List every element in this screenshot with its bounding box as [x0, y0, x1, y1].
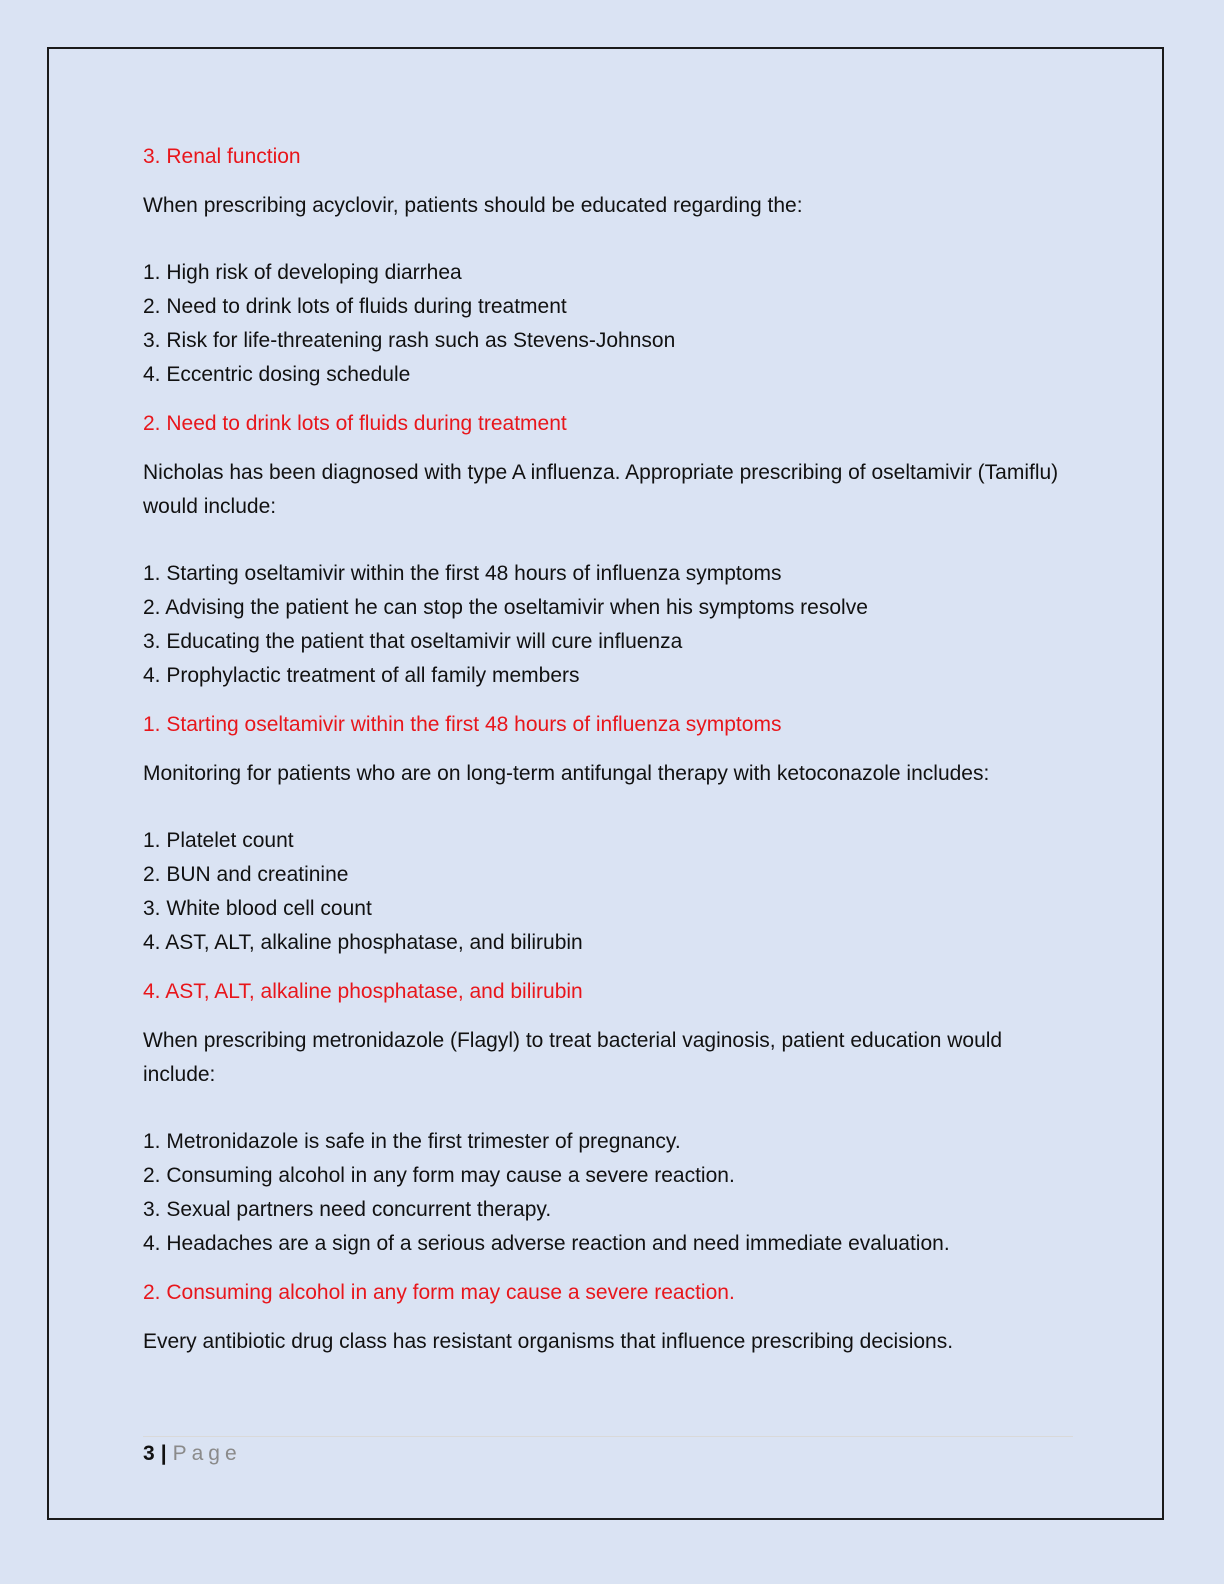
correct-answer: 2. Consuming alcohol in any form may cause a severe reaction. [143, 1281, 735, 1304]
option-item: 1. Starting oseltamivir within the first 48 hours of influenza symptoms [143, 562, 782, 585]
statement-text: Every antibiotic drug class has resistant organisms that influence prescribing decisions. [143, 1330, 954, 1353]
correct-answer: 3. Renal function [143, 145, 301, 168]
option-item: 1. Platelet count [143, 829, 294, 852]
option-item: 4. Headaches are a sign of a serious adverse reaction and need immediate evaluation. [143, 1232, 950, 1255]
answer-options [143, 1125, 1073, 1261]
option-item: 2. Consuming alcohol in any form may cause a severe reaction. [143, 1164, 735, 1187]
page-number: 3 [143, 1442, 155, 1465]
option-item: 1. Metronidazole is safe in the first trimester of pregnancy. [143, 1130, 681, 1153]
question-text: Nicholas has been diagnosed with type A influenza. Appropriate prescribing of oseltamivir (Tamiflu) would include: [143, 461, 1059, 518]
option-item: 4. AST, ALT, alkaline phosphatase, and bilirubin [143, 931, 583, 954]
option-item: 2. BUN and creatinine [143, 863, 349, 886]
correct-answer: 4. AST, ALT, alkaline phosphatase, and bilirubin [143, 980, 583, 1003]
correct-answer: 2. Need to drink lots of fluids during treatment [143, 412, 567, 435]
option-item: 3. White blood cell count [143, 897, 372, 920]
option-item: 3. Risk for life-threatening rash such as Stevens-Johnson [143, 329, 676, 352]
option-item: 2. Advising the patient he can stop the oseltamivir when his symptoms resolve [143, 596, 868, 619]
option-item: 3. Educating the patient that oseltamivir will cure influenza [143, 630, 683, 653]
page-footer [143, 1440, 242, 1468]
option-item: 4. Prophylactic treatment of all family members [143, 664, 580, 687]
correct-answer: 1. Starting oseltamivir within the first 48 hours of influenza symptoms [143, 713, 782, 736]
answer-options [143, 557, 1073, 693]
answer-options [143, 256, 1073, 392]
question-text: When prescribing acyclovir, patients should be educated regarding the: [143, 194, 803, 217]
option-item: 2. Need to drink lots of fluids during treatment [143, 295, 567, 318]
footer-separator: | [160, 1442, 167, 1465]
page-label: Page [172, 1442, 242, 1465]
question-text: When prescribing metronidazole (Flagyl) to treat bacterial vaginosis, patient education would include: [143, 1029, 1003, 1086]
option-item: 1. High risk of developing diarrhea [143, 261, 462, 284]
document-body [143, 140, 1073, 1359]
footer-divider [143, 1436, 1073, 1437]
option-item: 3. Sexual partners need concurrent therapy. [143, 1198, 552, 1221]
option-item: 4. Eccentric dosing schedule [143, 363, 411, 386]
answer-options [143, 824, 1073, 960]
question-text: Monitoring for patients who are on long-term antifungal therapy with ketoconazole includes: [143, 762, 990, 785]
